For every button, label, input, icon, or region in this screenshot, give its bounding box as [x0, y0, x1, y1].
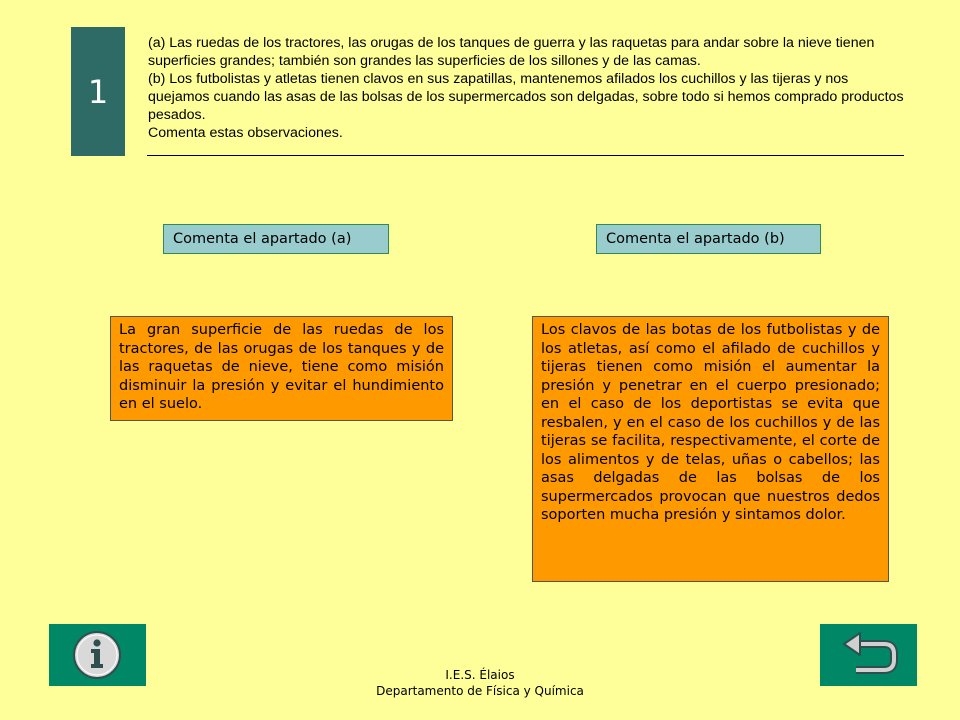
- question-instruction: Comenta estas observaciones.: [148, 125, 343, 141]
- footer-school: I.E.S. Élaios: [445, 668, 515, 682]
- question-number: 1: [87, 72, 109, 111]
- answer-a-panel: La gran superficie de las ruedas de los tractores, de las orugas de los tanques y de las raquetas de nieve, tiene como misión disminuir la presión y evitar el hundimiento en el suelo.: [110, 316, 453, 421]
- question-paragraph-b: (b) Los futbolistas y atletas tienen clavos en sus zapatillas, mantenemos afilados los cuchillos y las tijeras y nos quejamos cuando las asas de las bolsas de los supermercados son delgadas, sobre todo si hemos comprado productos pesados.: [148, 71, 904, 123]
- question-paragraph-a: (a) Las ruedas de los tractores, las orugas de los tanques de guerra y las raquetas para andar sobre la nieve tienen superficies grandes; también son grandes las superficies de los sillones y de las camas.: [148, 35, 875, 69]
- footer: [0, 667, 960, 699]
- question-text: [148, 34, 908, 142]
- divider: [147, 155, 904, 156]
- answer-b-panel: Los clavos de las botas de los futbolistas y de los atletas, así como el afilado de cuchillos y tijeras tienen como misión el aumentar la presión y penetrar en el cuerpo presionado; en el caso de los deportistas se evita que resbalen, y en el caso de los cuchillos y de las tijeras se facilita, respectivamente, el corte de los alimentos y de telas, uñas o cabellos; las asas delgadas de las bolsas de los supermercados provocan que nuestros dedos soporten mucha presión y sintamos dolor.: [532, 316, 889, 582]
- question-number-badge: [71, 27, 125, 156]
- comment-a-button[interactable]: Comenta el apartado (a): [163, 224, 389, 254]
- footer-department: Departamento de Física y Química: [376, 684, 584, 698]
- comment-b-button[interactable]: Comenta el apartado (b): [596, 224, 821, 254]
